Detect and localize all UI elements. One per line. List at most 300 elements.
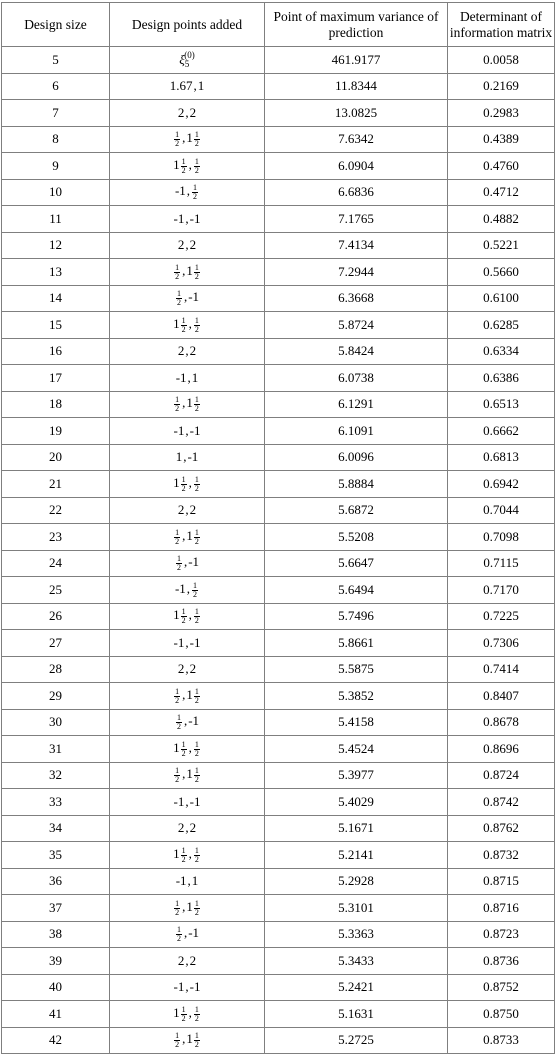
cell-max-variance: 5.2928 bbox=[265, 868, 448, 895]
cell-max-variance: 5.3977 bbox=[265, 762, 448, 789]
cell-design-points bbox=[110, 948, 265, 975]
whole-part: 1 bbox=[186, 766, 193, 782]
denominator: 2 bbox=[194, 404, 199, 413]
xi-subscript: 5 bbox=[184, 59, 190, 70]
cell-design-points bbox=[110, 471, 265, 498]
point-separator: , bbox=[185, 979, 189, 995]
point-separator: , bbox=[182, 898, 186, 914]
design-point bbox=[175, 925, 183, 943]
point-separator: , bbox=[185, 343, 189, 359]
cell-max-variance: 6.0904 bbox=[265, 153, 448, 180]
denominator: 2 bbox=[194, 483, 199, 493]
design-point: 2 bbox=[189, 104, 197, 120]
cell-max-variance: 5.7496 bbox=[265, 603, 448, 630]
design-point bbox=[186, 899, 201, 917]
cell-max-variance: 7.1765 bbox=[265, 206, 448, 233]
numerator: 1 bbox=[176, 554, 181, 563]
design-point bbox=[186, 1031, 201, 1049]
design-point: -1 bbox=[175, 873, 187, 889]
cell-determinant: 0.4882 bbox=[448, 206, 555, 233]
cell-determinant: 0.5221 bbox=[448, 232, 555, 259]
cell-max-variance: 7.6342 bbox=[265, 126, 448, 153]
fraction bbox=[194, 158, 200, 175]
cell-design-size: 40 bbox=[2, 974, 110, 1001]
design-point bbox=[173, 1031, 181, 1049]
fraction bbox=[194, 767, 200, 784]
denominator: 2 bbox=[194, 271, 199, 281]
denominator: 2 bbox=[194, 1040, 199, 1049]
point-separator: , bbox=[182, 1031, 186, 1047]
point-separator: , bbox=[183, 925, 188, 941]
cell-design-size: 14 bbox=[2, 285, 110, 312]
cell-design-size: 20 bbox=[2, 444, 110, 471]
design-point: -1 bbox=[175, 369, 187, 385]
fraction bbox=[174, 900, 180, 917]
numerator: 1 bbox=[194, 1004, 199, 1014]
design-point bbox=[173, 899, 181, 917]
cell-design-size: 7 bbox=[2, 100, 110, 127]
numerator: 1 bbox=[175, 395, 180, 404]
denominator: 2 bbox=[194, 748, 199, 758]
fraction bbox=[194, 1032, 200, 1049]
table-row bbox=[2, 206, 555, 233]
table-row bbox=[2, 550, 555, 577]
header-max-variance: Point of maximum variance of prediction bbox=[265, 3, 448, 47]
cell-design-size: 36 bbox=[2, 868, 110, 895]
design-point: -1 bbox=[173, 210, 185, 226]
whole-part: 1 bbox=[173, 474, 180, 490]
design-point bbox=[173, 395, 181, 413]
cell-max-variance: 5.8424 bbox=[265, 338, 448, 365]
table-row bbox=[2, 948, 555, 975]
fraction bbox=[181, 1006, 187, 1023]
cell-design-size: 11 bbox=[2, 206, 110, 233]
fraction bbox=[192, 582, 198, 599]
design-point: 2 bbox=[189, 820, 197, 836]
design-point bbox=[193, 157, 201, 175]
denominator: 2 bbox=[181, 483, 186, 493]
cell-design-points bbox=[110, 736, 265, 763]
fraction bbox=[194, 608, 200, 625]
numerator: 1 bbox=[181, 474, 186, 484]
cell-max-variance: 5.1671 bbox=[265, 815, 448, 842]
table-row bbox=[2, 603, 555, 630]
cell-design-points bbox=[110, 921, 265, 948]
cell-determinant: 0.6285 bbox=[448, 312, 555, 339]
cell-determinant: 0.6513 bbox=[448, 391, 555, 418]
design-point bbox=[186, 395, 201, 413]
design-point: 2 bbox=[177, 661, 185, 677]
cell-determinant: 0.8716 bbox=[448, 895, 555, 922]
design-point: -1 bbox=[188, 554, 200, 570]
point-separator: , bbox=[185, 793, 189, 809]
numerator: 1 bbox=[181, 607, 186, 616]
denominator: 2 bbox=[181, 1013, 186, 1023]
point-separator: , bbox=[185, 661, 189, 677]
numerator: 1 bbox=[175, 686, 180, 696]
table-row bbox=[2, 73, 555, 100]
cell-max-variance: 13.0825 bbox=[265, 100, 448, 127]
point-separator: , bbox=[182, 686, 186, 702]
denominator: 2 bbox=[175, 695, 180, 705]
numerator: 1 bbox=[193, 580, 198, 590]
fraction bbox=[194, 529, 200, 546]
design-point bbox=[173, 766, 181, 784]
cell-design-points bbox=[110, 285, 265, 312]
table-row bbox=[2, 1001, 555, 1028]
cell-max-variance: 6.1091 bbox=[265, 418, 448, 445]
design-point bbox=[173, 157, 188, 175]
cell-max-variance: 5.3101 bbox=[265, 895, 448, 922]
design-point bbox=[173, 846, 188, 864]
cell-design-points bbox=[110, 895, 265, 922]
design-point: -1 bbox=[188, 289, 200, 305]
cell-determinant: 0.6813 bbox=[448, 444, 555, 471]
whole-part: 1 bbox=[173, 1004, 180, 1020]
fraction bbox=[194, 688, 200, 705]
numerator: 1 bbox=[194, 1031, 199, 1040]
numerator: 1 bbox=[194, 739, 199, 749]
cell-determinant: 0.8724 bbox=[448, 762, 555, 789]
table-row bbox=[2, 630, 555, 657]
cell-design-size: 13 bbox=[2, 259, 110, 286]
cell-determinant: 0.8733 bbox=[448, 1027, 555, 1054]
numerator: 1 bbox=[176, 713, 181, 722]
fraction bbox=[194, 900, 200, 917]
fraction bbox=[181, 741, 187, 758]
numerator: 1 bbox=[181, 156, 186, 166]
table-row bbox=[2, 497, 555, 524]
denominator: 2 bbox=[194, 1013, 199, 1023]
table-row bbox=[2, 391, 555, 418]
design-point: -1 bbox=[189, 979, 201, 995]
cell-design-size: 23 bbox=[2, 524, 110, 551]
point-separator: , bbox=[185, 502, 189, 518]
header-determinant: Determinant of information matrix bbox=[448, 3, 555, 47]
cell-design-points bbox=[110, 497, 265, 524]
cell-max-variance: 5.3363 bbox=[265, 921, 448, 948]
cell-determinant: 0.6662 bbox=[448, 418, 555, 445]
table-row bbox=[2, 868, 555, 895]
table-row bbox=[2, 100, 555, 127]
table-row bbox=[2, 179, 555, 206]
design-point: -1 bbox=[189, 422, 201, 438]
numerator: 1 bbox=[194, 395, 199, 404]
point-separator: , bbox=[187, 873, 191, 889]
cell-design-size: 16 bbox=[2, 338, 110, 365]
design-point: -1 bbox=[189, 210, 201, 226]
whole-part: 1 bbox=[173, 156, 180, 172]
fraction bbox=[181, 476, 187, 493]
cell-design-size: 24 bbox=[2, 550, 110, 577]
denominator: 2 bbox=[181, 854, 186, 864]
design-point: -1 bbox=[173, 422, 185, 438]
cell-max-variance: 6.3668 bbox=[265, 285, 448, 312]
table-row bbox=[2, 656, 555, 683]
point-separator: , bbox=[183, 289, 188, 305]
table-row bbox=[2, 126, 555, 153]
fraction bbox=[174, 688, 180, 705]
cell-determinant: 0.7225 bbox=[448, 603, 555, 630]
cell-max-variance: 5.4029 bbox=[265, 789, 448, 816]
numerator: 1 bbox=[181, 315, 186, 325]
point-separator: , bbox=[188, 474, 192, 490]
cell-design-points bbox=[110, 524, 265, 551]
design-point bbox=[186, 528, 201, 546]
cell-max-variance: 6.1291 bbox=[265, 391, 448, 418]
cell-design-size: 38 bbox=[2, 921, 110, 948]
numerator: 1 bbox=[194, 156, 199, 166]
fraction bbox=[194, 131, 200, 148]
table-row bbox=[2, 736, 555, 763]
cell-design-size: 31 bbox=[2, 736, 110, 763]
cell-max-variance: 5.8661 bbox=[265, 630, 448, 657]
cell-design-points bbox=[110, 391, 265, 418]
table-row bbox=[2, 789, 555, 816]
design-point bbox=[173, 607, 188, 625]
cell-design-size: 33 bbox=[2, 789, 110, 816]
cell-determinant: 0.7115 bbox=[448, 550, 555, 577]
point-separator: , bbox=[182, 262, 186, 278]
point-separator: , bbox=[193, 78, 197, 94]
cell-design-points bbox=[110, 206, 265, 233]
numerator: 1 bbox=[175, 130, 180, 139]
numerator: 1 bbox=[194, 845, 199, 855]
cell-design-points bbox=[110, 1001, 265, 1028]
cell-max-variance: 5.6872 bbox=[265, 497, 448, 524]
point-separator: , bbox=[186, 580, 191, 596]
denominator: 2 bbox=[176, 722, 181, 731]
design-point: 2 bbox=[177, 820, 185, 836]
whole-part: 1 bbox=[173, 315, 180, 331]
fraction bbox=[174, 131, 180, 148]
numerator: 1 bbox=[194, 262, 199, 272]
cell-design-points bbox=[110, 842, 265, 869]
fraction bbox=[181, 158, 187, 175]
design-point bbox=[179, 50, 195, 69]
denominator: 2 bbox=[175, 907, 180, 917]
cell-max-variance: 5.5208 bbox=[265, 524, 448, 551]
cell-design-size: 37 bbox=[2, 895, 110, 922]
cell-design-size: 18 bbox=[2, 391, 110, 418]
cell-determinant: 0.7098 bbox=[448, 524, 555, 551]
cell-max-variance: 5.8724 bbox=[265, 312, 448, 339]
cell-max-variance: 5.2421 bbox=[265, 974, 448, 1001]
cell-design-points bbox=[110, 974, 265, 1001]
design-point bbox=[186, 766, 201, 784]
xi-symbol: ξ bbox=[179, 52, 185, 68]
header-design-points: Design points added bbox=[110, 3, 265, 47]
cell-design-size: 32 bbox=[2, 762, 110, 789]
point-separator: , bbox=[182, 130, 186, 146]
cell-design-size: 41 bbox=[2, 1001, 110, 1028]
design-point bbox=[175, 713, 183, 731]
cell-design-points bbox=[110, 338, 265, 365]
numerator: 1 bbox=[194, 474, 199, 484]
design-point bbox=[193, 740, 201, 758]
numerator: 1 bbox=[181, 845, 186, 855]
cell-design-size: 35 bbox=[2, 842, 110, 869]
point-separator: , bbox=[188, 845, 192, 861]
denominator: 2 bbox=[181, 324, 186, 334]
cell-max-variance: 6.0738 bbox=[265, 365, 448, 392]
cell-design-points bbox=[110, 577, 265, 604]
point-separator: , bbox=[182, 395, 186, 411]
cell-max-variance: 5.8884 bbox=[265, 471, 448, 498]
cell-determinant: 0.8678 bbox=[448, 709, 555, 736]
cell-design-size: 28 bbox=[2, 656, 110, 683]
table-row bbox=[2, 259, 555, 286]
denominator: 2 bbox=[194, 165, 199, 175]
cell-design-points bbox=[110, 153, 265, 180]
header-row bbox=[2, 3, 555, 47]
fraction bbox=[194, 476, 200, 493]
point-separator: , bbox=[188, 315, 192, 331]
design-point bbox=[193, 607, 201, 625]
design-point: 2 bbox=[189, 237, 197, 253]
cell-design-points bbox=[110, 683, 265, 710]
cell-design-size: 22 bbox=[2, 497, 110, 524]
cell-max-variance: 7.4134 bbox=[265, 232, 448, 259]
table-row bbox=[2, 524, 555, 551]
fraction bbox=[181, 847, 187, 864]
point-separator: , bbox=[185, 237, 189, 253]
table-row bbox=[2, 921, 555, 948]
design-point: -1 bbox=[173, 634, 185, 650]
cell-determinant: 0.4760 bbox=[448, 153, 555, 180]
design-point bbox=[173, 528, 181, 546]
numerator: 1 bbox=[175, 527, 180, 537]
denominator: 2 bbox=[194, 907, 199, 917]
cell-max-variance: 5.3852 bbox=[265, 683, 448, 710]
whole-part: 1 bbox=[186, 527, 193, 543]
cell-determinant: 0.8742 bbox=[448, 789, 555, 816]
cell-design-points bbox=[110, 868, 265, 895]
point-separator: , bbox=[188, 156, 192, 172]
cell-design-points bbox=[110, 444, 265, 471]
cell-design-points bbox=[110, 418, 265, 445]
table-row bbox=[2, 762, 555, 789]
table-row bbox=[2, 577, 555, 604]
cell-determinant: 0.7306 bbox=[448, 630, 555, 657]
design-point: -1 bbox=[188, 713, 200, 729]
cell-design-size: 25 bbox=[2, 577, 110, 604]
cell-design-size: 5 bbox=[2, 47, 110, 74]
design-point: 2 bbox=[177, 502, 185, 518]
cell-design-points bbox=[110, 365, 265, 392]
table-row bbox=[2, 895, 555, 922]
numerator: 1 bbox=[176, 925, 181, 934]
cell-max-variance: 5.6647 bbox=[265, 550, 448, 577]
point-separator: , bbox=[188, 607, 192, 623]
fraction bbox=[194, 396, 200, 413]
denominator: 2 bbox=[175, 271, 180, 281]
design-point: 2 bbox=[177, 237, 185, 253]
denominator: 2 bbox=[175, 404, 180, 413]
cell-determinant: 0.0058 bbox=[448, 47, 555, 74]
numerator: 1 bbox=[194, 686, 199, 696]
cell-determinant: 0.8723 bbox=[448, 921, 555, 948]
cell-design-points bbox=[110, 259, 265, 286]
cell-design-size: 10 bbox=[2, 179, 110, 206]
denominator: 2 bbox=[193, 192, 198, 201]
design-point: 2 bbox=[177, 104, 185, 120]
point-separator: , bbox=[185, 422, 189, 438]
cell-determinant: 0.4712 bbox=[448, 179, 555, 206]
cell-design-points bbox=[110, 126, 265, 153]
design-point bbox=[186, 687, 201, 705]
denominator: 2 bbox=[194, 324, 199, 334]
fraction bbox=[176, 926, 182, 943]
design-point bbox=[191, 183, 199, 201]
numerator: 1 bbox=[194, 315, 199, 325]
design-point: 2 bbox=[189, 952, 197, 968]
point-separator: , bbox=[185, 820, 189, 836]
cell-determinant: 0.6386 bbox=[448, 365, 555, 392]
cell-determinant: 0.7170 bbox=[448, 577, 555, 604]
point-separator: , bbox=[188, 1004, 192, 1020]
table-row bbox=[2, 709, 555, 736]
fraction bbox=[194, 1006, 200, 1023]
cell-design-points bbox=[110, 179, 265, 206]
design-point: -1 bbox=[187, 449, 199, 465]
cell-design-size: 15 bbox=[2, 312, 110, 339]
numerator: 1 bbox=[194, 766, 199, 775]
whole-part: 1 bbox=[186, 130, 193, 146]
design-point: -1 bbox=[174, 580, 186, 596]
table-row bbox=[2, 47, 555, 74]
table-row bbox=[2, 312, 555, 339]
denominator: 2 bbox=[194, 616, 199, 625]
design-point: -1 bbox=[174, 183, 186, 199]
cell-determinant: 0.8736 bbox=[448, 948, 555, 975]
design-point bbox=[193, 316, 201, 334]
fraction bbox=[194, 317, 200, 334]
point-separator: , bbox=[186, 183, 191, 199]
design-point bbox=[193, 846, 201, 864]
table-row bbox=[2, 683, 555, 710]
point-separator: , bbox=[185, 634, 189, 650]
point-separator: , bbox=[187, 369, 191, 385]
table-row bbox=[2, 232, 555, 259]
numerator: 1 bbox=[175, 766, 180, 775]
cell-design-size: 8 bbox=[2, 126, 110, 153]
cell-design-points bbox=[110, 550, 265, 577]
cell-design-size: 34 bbox=[2, 815, 110, 842]
design-point: -1 bbox=[173, 793, 185, 809]
whole-part: 1 bbox=[173, 739, 180, 755]
point-separator: , bbox=[183, 713, 188, 729]
cell-max-variance: 7.2944 bbox=[265, 259, 448, 286]
numerator: 1 bbox=[194, 130, 199, 139]
table-row bbox=[2, 338, 555, 365]
design-point bbox=[186, 263, 201, 281]
cell-design-points bbox=[110, 789, 265, 816]
design-point bbox=[173, 263, 181, 281]
cell-determinant: 0.4389 bbox=[448, 126, 555, 153]
fraction bbox=[176, 714, 182, 731]
header-design-size: Design size bbox=[2, 3, 110, 47]
design-point: -1 bbox=[188, 925, 200, 941]
whole-part: 1 bbox=[173, 845, 180, 861]
numerator: 1 bbox=[175, 262, 180, 272]
denominator: 2 bbox=[175, 775, 180, 784]
design-point: 2 bbox=[177, 343, 185, 359]
design-point bbox=[173, 130, 181, 148]
numerator: 1 bbox=[181, 739, 186, 749]
fraction bbox=[174, 767, 180, 784]
cell-determinant: 0.6334 bbox=[448, 338, 555, 365]
